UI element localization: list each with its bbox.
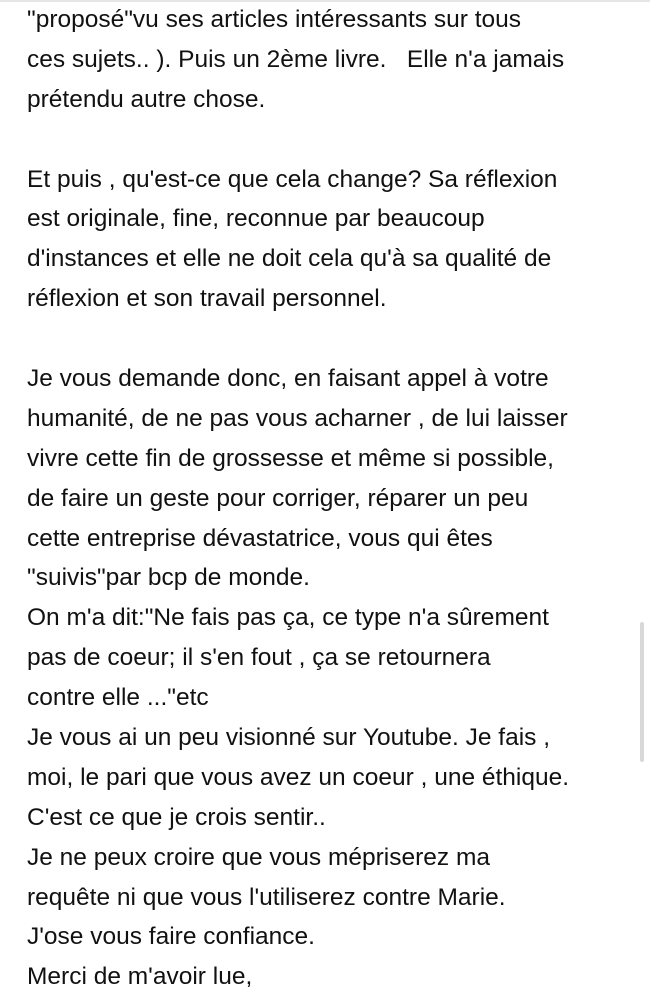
text-line: vivre cette fin de grossesse et même si possible,: [27, 444, 554, 472]
text-line: "suivis"par bcp de monde.: [27, 564, 310, 592]
text-line: contre elle ..."etc: [27, 684, 209, 712]
text-line: "proposé"vu ses articles intéressants sur tous: [27, 6, 522, 33]
blank-line: [27, 120, 637, 160]
text-line: J'ose vous faire confiance.: [27, 923, 315, 951]
message-body: [27, 0, 637, 997]
text-line: requête ni que vous l'utiliserez contre Marie.: [27, 883, 506, 911]
text-line: pas de coeur; il s'en fout , ça se retournera: [27, 644, 491, 672]
text-line: Je ne peux croire que vous mépriserez ma: [27, 843, 490, 871]
text-line: Je vous demande donc, en faisant appel à votre: [27, 365, 549, 393]
scrollbar[interactable]: [640, 622, 644, 762]
text-line: est originale, fine, reconnue par beaucoup: [27, 205, 485, 233]
text-line: de faire un geste pour corriger, réparer un peu: [27, 484, 529, 512]
text-line: prétendu autre chose.: [27, 85, 266, 113]
text-line: Merci de m'avoir lue,: [27, 963, 253, 991]
text-line: Je vous ai un peu visionné sur Youtube. Je fais ,: [27, 724, 551, 752]
text-line: d'instances et elle ne doit cela qu'à sa qualité de: [27, 245, 552, 273]
text-line: On m'a dit:"Ne fais pas ça, ce type n'a sûrement: [27, 604, 549, 632]
text-line: C'est ce que je crois sentir..: [27, 803, 326, 831]
text-line: humanité, de ne pas vous acharner , de lui laisser: [27, 404, 568, 432]
text-line: cette entreprise dévastatrice, vous qui êtes: [27, 524, 493, 552]
text-line: moi, le pari que vous avez un coeur , une éthique.: [27, 763, 570, 791]
text-line: ces sujets.. ). Puis un 2ème livre. Elle n'a jamais: [27, 45, 565, 73]
text-line: réflexion et son travail personnel.: [27, 285, 387, 313]
blank-line: [27, 319, 637, 359]
text-line: Et puis , qu'est-ce que cela change? Sa réflexion: [27, 165, 558, 193]
